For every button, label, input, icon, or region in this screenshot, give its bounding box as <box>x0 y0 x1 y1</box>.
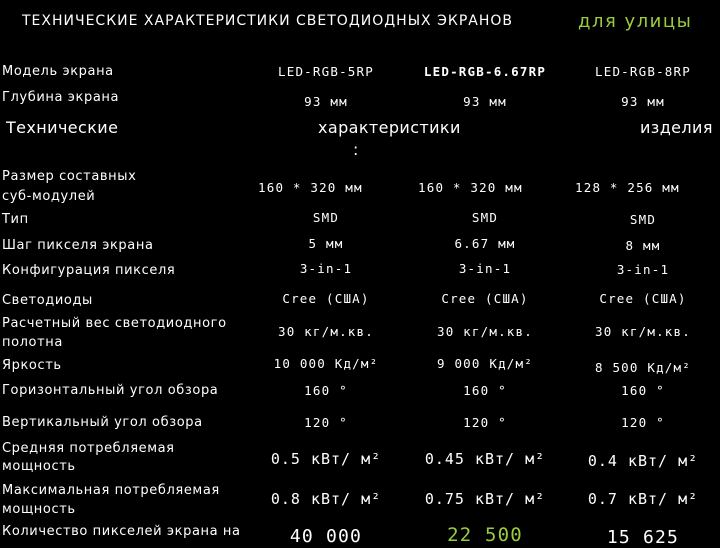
row-label-max-power-1: Максимальная потребляемая <box>2 483 220 498</box>
leds-value-3: Cree (США) <box>599 291 687 306</box>
section-label-colon: : <box>353 140 359 159</box>
row-label-avg-power-1: Средняя потребляемая <box>2 441 175 456</box>
page-title: ТЕХНИЧЕСКИЕ ХАРАКТЕРИСТИКИ СВЕТОДИОДНЫХ ЭКРАНОВ <box>22 13 513 29</box>
pixels-value-2: 22 500 <box>447 524 523 546</box>
pixels-value-1: 40 000 <box>289 526 363 547</box>
page-subtitle: для улицы <box>578 11 693 32</box>
avg-power-value-1: 0.5 кВт/ м² <box>270 450 382 468</box>
row-label-config: Конфигурация пикселя <box>2 263 176 278</box>
brightness-value-2: 9 000 Кд/м² <box>437 356 533 371</box>
module-size-value-1: 160 * 320 мм <box>258 180 363 195</box>
h-angle-value-1: 160 ° <box>304 383 348 398</box>
pitch-value-2: 6.67 мм <box>454 236 516 251</box>
v-angle-value-2: 120 ° <box>463 415 507 430</box>
type-value-3: SMD <box>629 212 657 227</box>
brightness-value-1: 10 000 Кд/м² <box>273 356 379 371</box>
h-angle-value-3: 160 ° <box>621 383 665 398</box>
row-label-h-angle: Горизонтальный угол обзора <box>2 383 219 398</box>
max-power-value-2: 0.75 кВт/ м² <box>424 490 546 508</box>
type-value-2: SMD <box>471 210 499 225</box>
weight-value-3: 30 кг/м.кв. <box>595 324 691 339</box>
row-label-depth: Глубина экрана <box>2 90 120 105</box>
module-size-value-2: 160 * 320 мм <box>418 180 523 195</box>
row-label-module-size-1: Размер составных <box>2 169 137 184</box>
row-label-max-power-2: мощность <box>2 502 76 517</box>
row-label-type: Тип <box>2 212 29 227</box>
avg-power-value-3: 0.4 кВт/ м² <box>587 452 699 470</box>
leds-value-1: Cree (США) <box>282 291 370 306</box>
config-value-2: 3-in-1 <box>458 261 512 276</box>
row-label-brightness: Яркость <box>2 358 62 373</box>
config-value-3: 3-in-1 <box>616 262 670 277</box>
row-label-weight-2: полотна <box>2 335 63 350</box>
depth-value-2: 93 мм <box>463 94 507 109</box>
row-label-model: Модель экрана <box>2 64 114 79</box>
pixels-value-3: 15 625 <box>606 527 680 548</box>
avg-power-value-2: 0.45 кВт/ м² <box>424 450 546 468</box>
type-value-1: SMD <box>312 210 340 225</box>
row-label-pitch: Шаг пикселя экрана <box>2 238 154 253</box>
weight-value-1: 30 кг/м.кв. <box>278 324 374 339</box>
h-angle-value-2: 160 ° <box>463 383 507 398</box>
config-value-1: 3-in-1 <box>299 261 353 276</box>
row-label-weight-1: Расчетный вес светодиодного <box>2 316 227 331</box>
section-label-mid: характеристики <box>318 118 461 137</box>
section-label-left: Технические <box>6 118 119 137</box>
weight-value-2: 30 кг/м.кв. <box>437 324 533 339</box>
depth-value-1: 93 мм <box>304 94 348 109</box>
module-size-value-3: 128 * 256 мм <box>575 180 680 195</box>
row-label-pixels: Количество пикселей экрана на <box>2 524 241 539</box>
row-label-module-size-2: суб-модулей <box>2 189 96 204</box>
row-label-v-angle: Вертикальный угол обзора <box>2 415 203 430</box>
depth-value-3: 93 мм <box>621 94 665 109</box>
model-value-3: LED-RGB-8RP <box>595 64 691 79</box>
model-value-2: LED-RGB-6.67RP <box>423 64 547 79</box>
model-value-1: LED-RGB-5RP <box>278 64 374 79</box>
leds-value-2: Cree (США) <box>441 291 529 306</box>
pitch-value-1: 5 мм <box>308 236 344 251</box>
v-angle-value-1: 120 ° <box>304 415 348 430</box>
max-power-value-3: 0.7 кВт/ м² <box>587 490 699 508</box>
brightness-value-3: 8 500 Кд/м² <box>595 360 691 375</box>
v-angle-value-3: 120 ° <box>621 415 665 430</box>
row-label-avg-power-2: мощность <box>2 459 76 474</box>
section-label-right: изделия <box>640 118 713 137</box>
pitch-value-3: 8 мм <box>625 238 661 253</box>
max-power-value-1: 0.8 кВт/ м² <box>270 490 382 508</box>
row-label-leds: Светодиоды <box>2 293 93 308</box>
